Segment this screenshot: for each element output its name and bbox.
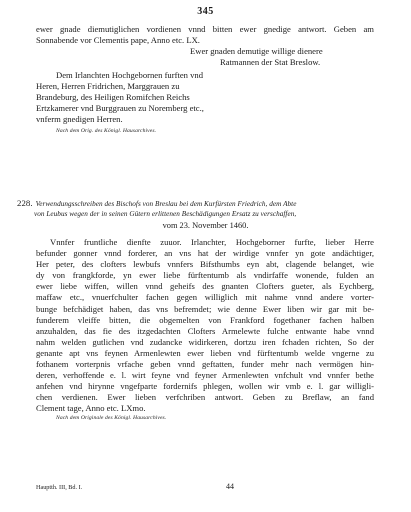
document-number: 228.	[17, 198, 33, 208]
letter-line: ewer gnade diemutiglichen vordienen vnnd bitten ewer gnedige antwort. Geben am	[36, 24, 374, 34]
body-line: fothanem vorterpnis vrfache geben vnnd geftatten, funder mehr nach vermögen hin-	[36, 359, 374, 370]
signature-block	[190, 46, 323, 67]
body-line: deren, verhoffende e. l. wirt feyne vnd feyner Armenlewten vnfchult vnd vnnfer bethe	[36, 370, 374, 381]
source-note: Nach dem Orig. des Königl. Hausarchives.	[56, 128, 157, 134]
document-date: vom 23. November 1460.	[162, 221, 249, 230]
body-line: anzuhalden, das fie des itzgedachten Clofters Armelewte fulche entwante habe vnnd	[36, 325, 374, 336]
heading-line: von Leubus wegen der in seinen Gütern erlittenen Beschädigungen Ersatz zu verschaffen,	[34, 210, 297, 218]
body-line: funderem vleiffe bitten, die obgemelten von Frankford fogethaner fachen halben	[36, 314, 374, 325]
body-line: maffaw etc., vnuerfchulter fachen gegen williglich mit nahme vnnd andere vorter-	[36, 292, 374, 303]
body-line: genante apt vns feynen Armenlewten ewer lieben vnd fürftentumb welde vngerne zu	[36, 347, 374, 358]
document-heading	[17, 198, 296, 208]
footer-signature-number: 44	[226, 482, 234, 491]
body-line: dy von frangkforde, yn ewer liebe fürftentumb als vndirfaffe wonende, fulden an	[36, 270, 374, 281]
letter-text-block	[36, 24, 374, 46]
address-block	[36, 70, 204, 125]
heading-line: Verwendungsschreiben des Bischofs von Breslau bei dem Kurfürsten Friedrich, dem Abte	[35, 200, 297, 208]
body-line: Clement tage, Anno etc. LXmo.	[36, 403, 146, 414]
body-line: Her peter, des clofters lewbufs vnnfers Bifsthumbs eyn abt, clagende belanget, wie	[36, 259, 374, 270]
body-line: befunder gonner vnnd forderer, an vns hat der wirdige vnnfer yn gote andächtiger,	[36, 248, 374, 259]
letter-line: Sonnabende vor Clementis pape, Anno etc. LX.	[36, 35, 200, 45]
page-number: 345	[197, 6, 214, 17]
source-note: Nach dem Originale des Königl. Hausarchives.	[56, 415, 167, 421]
body-line: anfehen vnd hirynne vngefparte fordernifs phlegen, wollen wir vmb e. l. gar willigli-	[36, 381, 374, 392]
address-line: Ertzkamerer vnd Burggrauen zu Noremberg etc.,	[36, 103, 204, 113]
footer-volume: Hauptth. III, Bd. I.	[36, 484, 83, 491]
address-line: Brandeburg, des Heiligen Romifchen Reichs	[36, 92, 190, 102]
body-line: nahm welden gutlichen vnd zudancke widirkeren, dortzu iren fchaden richten, So der	[36, 336, 374, 347]
body-line: ewer liebe wiffen, willen vnnd geheifs des gnanten Clofters gueter, als Eychberg,	[36, 281, 374, 292]
address-line: Dem Irlanchten Hochgebornen furften vnd	[56, 70, 203, 80]
address-line: vnferm gnedigen Herren.	[36, 114, 123, 124]
body-line: chen verdienen. Ewer lieben verfchriben antwort. Geben zu Breflaw, an fand	[36, 392, 374, 403]
document-body	[36, 237, 374, 415]
body-line: Vnnfer fruntliche dienfte zuuor. Irlanchter, Hochgeborner furfte, lieber Herre	[50, 237, 374, 247]
signature-line: Ewer gnaden demutige willige dienere	[190, 46, 323, 56]
body-line: bunge befchädiget haben, das vns befremdet; wie denne Ewer liben wir gar mit be-	[36, 303, 374, 314]
address-line: Heren, Herren Fridrichen, Marggrauen zu	[36, 81, 180, 91]
signature-line: Ratmannen der Stat Breslow.	[220, 56, 321, 67]
